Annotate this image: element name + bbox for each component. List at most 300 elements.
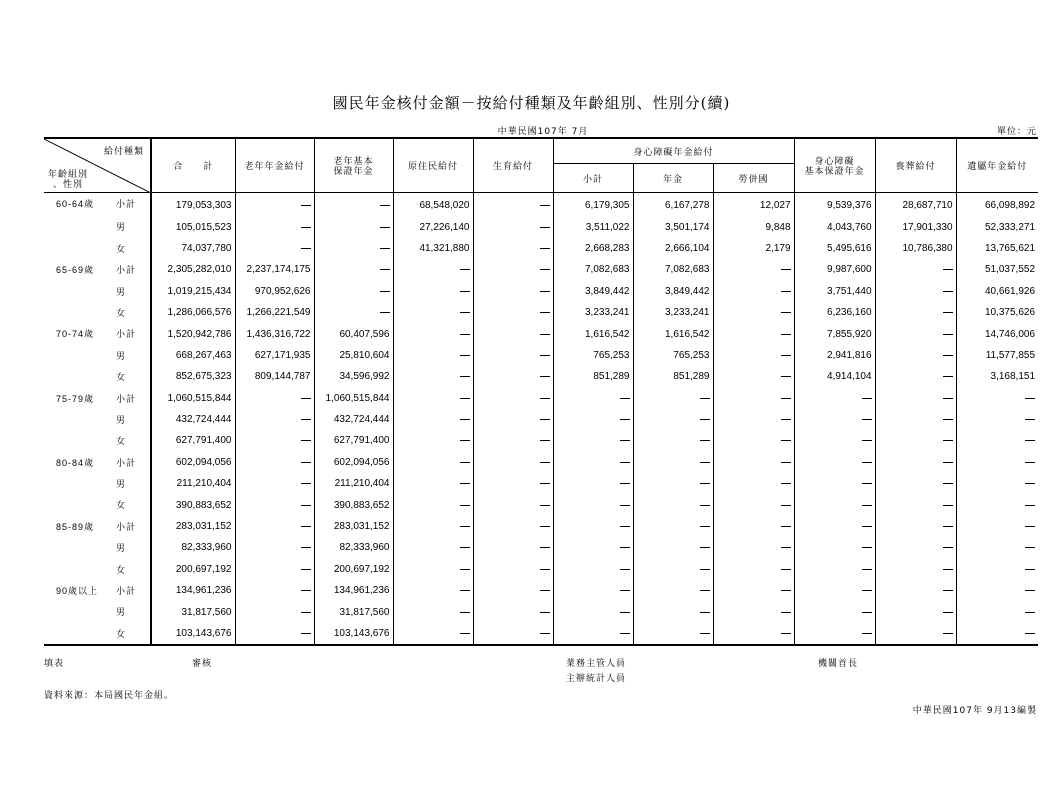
table-cell (314, 302, 393, 323)
dash-mark (540, 312, 550, 313)
dash-mark (540, 419, 550, 420)
row-label (44, 623, 151, 645)
dash-mark (943, 505, 953, 506)
age-group-label: 75-79歲 (56, 393, 95, 404)
col-disability-subtotal: 小計 (553, 164, 633, 193)
dash-mark (781, 269, 791, 270)
table-row (44, 430, 1038, 451)
table-cell (553, 473, 633, 494)
corner-bottom-label: 年齡組別 、性別 (48, 169, 89, 189)
table-cell (473, 345, 553, 366)
dash-mark (460, 505, 470, 506)
table-cell: 68,548,020 (393, 193, 473, 217)
dash-mark (460, 590, 470, 591)
table-cell (875, 452, 956, 473)
dash-mark (862, 483, 872, 484)
dash-mark (540, 334, 550, 335)
dash-mark (540, 569, 550, 570)
table-cell (473, 452, 553, 473)
table-cell: 82,333,960 (314, 537, 393, 558)
table-cell (235, 516, 314, 537)
col-indigenous: 原住民給付 (393, 138, 473, 193)
dash-mark (620, 440, 630, 441)
table-cell (473, 259, 553, 280)
report-title: 國民年金核付金額－按給付種類及年齡組別、性別分(續) (332, 94, 731, 112)
table-row (44, 238, 1038, 259)
dash-mark (380, 291, 390, 292)
row-label (44, 281, 151, 302)
table-cell (235, 193, 314, 217)
table-cell: 2,941,816 (794, 345, 875, 366)
dash-mark (1025, 419, 1035, 420)
col-old-age: 老年年金給付 (235, 138, 314, 193)
table-cell (633, 494, 713, 515)
dash-mark (301, 590, 311, 591)
table-cell (633, 409, 713, 430)
dash-mark (700, 547, 710, 548)
table-cell (473, 281, 553, 302)
table-cell: 74,037,780 (151, 238, 235, 259)
table-cell: 200,697,192 (151, 559, 235, 580)
row-label (44, 452, 151, 473)
table-cell: 103,143,676 (314, 623, 393, 645)
row-label (44, 193, 151, 217)
table-row (44, 537, 1038, 558)
table-cell: 390,883,652 (314, 494, 393, 515)
dash-mark (700, 569, 710, 570)
table-cell (794, 494, 875, 515)
table-cell (875, 537, 956, 558)
row-label (44, 259, 151, 280)
table-cell (713, 537, 794, 558)
footer-source: 資料來源：本局國民年金組。 (44, 691, 175, 701)
dash-mark (862, 547, 872, 548)
dash-mark (380, 227, 390, 228)
dash-mark (620, 419, 630, 420)
table-cell: 765,253 (633, 345, 713, 366)
dash-mark (1025, 612, 1035, 613)
table-cell: 28,687,710 (875, 193, 956, 217)
table-cell (393, 601, 473, 622)
table-cell (956, 580, 1038, 601)
table-cell (235, 238, 314, 259)
table-cell: 34,596,992 (314, 366, 393, 387)
dash-mark (301, 505, 311, 506)
dash-mark (781, 355, 791, 356)
table-cell: 3,168,151 (956, 366, 1038, 387)
table-cell (393, 452, 473, 473)
table-cell (633, 623, 713, 645)
table-row (44, 409, 1038, 430)
table-cell (713, 430, 794, 451)
sex-label: 小計 (116, 265, 137, 276)
row-label (44, 430, 151, 451)
table-cell: 40,661,926 (956, 281, 1038, 302)
table-cell (314, 238, 393, 259)
dash-mark (460, 419, 470, 420)
table-cell (875, 494, 956, 515)
table-cell: 9,539,376 (794, 193, 875, 217)
dash-mark (943, 590, 953, 591)
dash-mark (460, 462, 470, 463)
table-cell: 390,883,652 (151, 494, 235, 515)
table-cell: 852,675,323 (151, 366, 235, 387)
table-cell: 2,237,174,175 (235, 259, 314, 280)
table-cell: 2,305,282,010 (151, 259, 235, 280)
table-row (44, 302, 1038, 323)
dash-mark (301, 419, 311, 420)
table-cell (713, 281, 794, 302)
table-cell (794, 452, 875, 473)
dash-mark (862, 398, 872, 399)
dash-mark (620, 569, 630, 570)
sex-label: 小計 (116, 393, 137, 404)
table-cell (794, 580, 875, 601)
table-cell: 10,375,626 (956, 302, 1038, 323)
dash-mark (1025, 440, 1035, 441)
table-cell: 7,082,683 (553, 259, 633, 280)
dash-mark (1025, 547, 1035, 548)
dash-mark (1025, 590, 1035, 591)
footer-reviewer: 審核 (192, 659, 213, 669)
table-cell (473, 623, 553, 645)
age-group-label: 70-74歲 (56, 329, 95, 340)
table-cell (473, 516, 553, 537)
table-cell (473, 323, 553, 344)
footer-supervisor: 業務主管人員 (566, 659, 627, 669)
table-cell (956, 537, 1038, 558)
sex-label: 男 (116, 286, 127, 297)
table-cell: 7,082,683 (633, 259, 713, 280)
table-cell: 82,333,960 (151, 537, 235, 558)
row-label (44, 302, 151, 323)
table-row (44, 216, 1038, 237)
age-group-label: 80-84歲 (56, 457, 95, 468)
table-cell: 51,037,552 (956, 259, 1038, 280)
dash-mark (460, 547, 470, 548)
sex-label: 女 (116, 436, 127, 447)
col-disability-group: 身心障礙年金給付 (553, 138, 794, 164)
table-cell: 52,333,271 (956, 216, 1038, 237)
sex-label: 男 (116, 414, 127, 425)
dash-mark (781, 291, 791, 292)
dash-mark (460, 355, 470, 356)
dash-mark (1025, 398, 1035, 399)
dash-mark (700, 590, 710, 591)
table-cell (235, 494, 314, 515)
dash-mark (700, 612, 710, 613)
table-cell (473, 473, 553, 494)
table-cell (235, 430, 314, 451)
pension-payment-table (44, 137, 1038, 646)
table-cell (713, 452, 794, 473)
table-cell: 60,407,596 (314, 323, 393, 344)
dash-mark (781, 312, 791, 313)
row-label (44, 238, 151, 259)
table-cell (875, 580, 956, 601)
dash-mark (1025, 483, 1035, 484)
row-label (44, 601, 151, 622)
table-cell (633, 580, 713, 601)
table-cell: 602,094,056 (151, 452, 235, 473)
dash-mark (700, 398, 710, 399)
dash-mark (620, 633, 630, 634)
sex-label: 小計 (116, 521, 137, 532)
table-cell (235, 452, 314, 473)
age-group-label: 90歲以上 (56, 586, 99, 597)
table-cell (393, 537, 473, 558)
table-cell: 3,849,442 (633, 281, 713, 302)
table-cell (875, 323, 956, 344)
table-cell (314, 216, 393, 237)
sex-label: 女 (116, 243, 127, 254)
row-label (44, 323, 151, 344)
table-cell (956, 623, 1038, 645)
table-cell: 6,167,278 (633, 193, 713, 217)
dash-mark (460, 334, 470, 335)
row-label (44, 366, 151, 387)
row-label (44, 216, 151, 237)
table-cell: 10,786,380 (875, 238, 956, 259)
table-cell: 12,027 (713, 193, 794, 217)
table-cell (314, 281, 393, 302)
table-cell: 25,810,604 (314, 345, 393, 366)
table-row (44, 494, 1038, 515)
dash-mark (460, 612, 470, 613)
corner-header (44, 138, 151, 193)
table-row (44, 323, 1038, 344)
table-cell (235, 388, 314, 409)
row-label (44, 345, 151, 366)
sex-label: 小計 (116, 329, 137, 340)
table-cell (713, 302, 794, 323)
table-cell: 7,855,920 (794, 323, 875, 344)
table-cell: 809,144,787 (235, 366, 314, 387)
dash-mark (781, 612, 791, 613)
dash-mark (943, 376, 953, 377)
table-cell (393, 323, 473, 344)
dash-mark (460, 569, 470, 570)
dash-mark (943, 398, 953, 399)
dash-mark (700, 419, 710, 420)
dash-mark (781, 569, 791, 570)
table-row (44, 281, 1038, 302)
table-cell (393, 388, 473, 409)
dash-mark (620, 462, 630, 463)
dash-mark (301, 248, 311, 249)
table-cell (713, 345, 794, 366)
dash-mark (540, 526, 550, 527)
dash-mark (301, 547, 311, 548)
table-cell (956, 516, 1038, 537)
dash-mark (1025, 505, 1035, 506)
dash-mark (781, 376, 791, 377)
table-cell: 627,791,400 (314, 430, 393, 451)
table-row (44, 559, 1038, 580)
table-cell (393, 494, 473, 515)
dash-mark (540, 505, 550, 506)
table-cell: 1,616,542 (553, 323, 633, 344)
table-cell (393, 409, 473, 430)
table-cell (235, 580, 314, 601)
row-label (44, 516, 151, 537)
dash-mark (540, 547, 550, 548)
table-cell: 4,043,760 (794, 216, 875, 237)
dash-mark (301, 633, 311, 634)
table-cell: 13,765,621 (956, 238, 1038, 259)
table-cell (713, 601, 794, 622)
table-cell: 668,267,463 (151, 345, 235, 366)
table-cell (235, 623, 314, 645)
table-cell (956, 452, 1038, 473)
table-cell: 283,031,152 (151, 516, 235, 537)
table-cell (473, 601, 553, 622)
table-cell: 134,961,236 (151, 580, 235, 601)
row-label (44, 494, 151, 515)
report-period: 中華民國107年 7月 (497, 127, 589, 137)
row-label (44, 473, 151, 494)
dash-mark (380, 269, 390, 270)
table-cell (633, 516, 713, 537)
table-cell (956, 473, 1038, 494)
dash-mark (540, 376, 550, 377)
table-cell (633, 537, 713, 558)
row-label (44, 409, 151, 430)
sex-label: 小計 (116, 457, 137, 468)
footer-compiled: 中華民國107年 9月13編製 (912, 706, 1037, 716)
table-cell: 6,179,305 (553, 193, 633, 217)
dash-mark (460, 291, 470, 292)
table-cell (393, 302, 473, 323)
table-cell (713, 473, 794, 494)
table-cell (393, 516, 473, 537)
table-cell (794, 559, 875, 580)
table-cell (956, 601, 1038, 622)
col-disability-basic: 身心障礙 基本保證年金 (794, 138, 875, 193)
table-cell (875, 388, 956, 409)
dash-mark (1025, 462, 1035, 463)
table-cell: 31,817,560 (314, 601, 393, 622)
sex-label: 女 (116, 500, 127, 511)
table-cell (393, 366, 473, 387)
table-cell (713, 323, 794, 344)
dash-mark (540, 248, 550, 249)
table-cell (794, 409, 875, 430)
dash-mark (301, 483, 311, 484)
table-cell (553, 494, 633, 515)
dash-mark (943, 633, 953, 634)
table-cell (393, 259, 473, 280)
table-cell (553, 452, 633, 473)
dash-mark (380, 312, 390, 313)
table-cell: 851,289 (633, 366, 713, 387)
dash-mark (862, 633, 872, 634)
age-group-label: 85-89歲 (56, 521, 95, 532)
sex-label: 女 (116, 307, 127, 318)
table-cell: 2,668,283 (553, 238, 633, 259)
dash-mark (862, 440, 872, 441)
col-old-age-basic: 老年基本 保證年金 (314, 138, 393, 193)
dash-mark (460, 633, 470, 634)
table-cell (473, 409, 553, 430)
dash-mark (540, 355, 550, 356)
dash-mark (781, 547, 791, 548)
table-cell (956, 409, 1038, 430)
table-cell: 103,143,676 (151, 623, 235, 645)
dash-mark (1025, 526, 1035, 527)
table-cell (235, 409, 314, 430)
table-cell (473, 559, 553, 580)
age-group-label: 65-69歲 (56, 265, 95, 276)
table-cell (794, 537, 875, 558)
table-cell: 66,098,892 (956, 193, 1038, 217)
dash-mark (862, 462, 872, 463)
table-cell: 3,751,440 (794, 281, 875, 302)
dash-mark (943, 440, 953, 441)
table-cell: 211,210,404 (151, 473, 235, 494)
table-cell (633, 430, 713, 451)
dash-mark (620, 398, 630, 399)
dash-mark (862, 612, 872, 613)
dash-mark (540, 291, 550, 292)
table-cell: 2,666,104 (633, 238, 713, 259)
table-cell (553, 601, 633, 622)
table-cell (553, 559, 633, 580)
dash-mark (700, 440, 710, 441)
table-row (44, 601, 1038, 622)
table-cell (235, 601, 314, 622)
table-cell: 627,171,935 (235, 345, 314, 366)
table-cell: 1,436,316,722 (235, 323, 314, 344)
table-cell (794, 388, 875, 409)
table-cell (956, 388, 1038, 409)
sex-label: 男 (116, 543, 127, 554)
dash-mark (301, 205, 311, 206)
dash-mark (781, 419, 791, 420)
table-cell (393, 623, 473, 645)
dash-mark (460, 398, 470, 399)
dash-mark (301, 227, 311, 228)
dash-mark (540, 612, 550, 613)
dash-mark (943, 612, 953, 613)
dash-mark (862, 505, 872, 506)
table-row (44, 452, 1038, 473)
dash-mark (301, 462, 311, 463)
corner-top-label: 給付種類 (103, 146, 144, 156)
table-row (44, 580, 1038, 601)
table-cell (713, 623, 794, 645)
table-row (44, 366, 1038, 387)
dash-mark (781, 440, 791, 441)
dash-mark (943, 526, 953, 527)
dash-mark (781, 398, 791, 399)
table-cell: 3,501,174 (633, 216, 713, 237)
dash-mark (460, 483, 470, 484)
table-cell (314, 193, 393, 217)
dash-mark (700, 462, 710, 463)
table-cell (875, 430, 956, 451)
table-cell: 17,901,330 (875, 216, 956, 237)
col-disability-labor: 勞併國 (713, 164, 794, 193)
sex-label: 女 (116, 564, 127, 575)
table-cell (794, 430, 875, 451)
table-cell: 179,053,303 (151, 193, 235, 217)
table-cell (473, 216, 553, 237)
table-cell (633, 601, 713, 622)
table-cell: 1,019,215,434 (151, 281, 235, 302)
dash-mark (540, 633, 550, 634)
dash-mark (540, 269, 550, 270)
